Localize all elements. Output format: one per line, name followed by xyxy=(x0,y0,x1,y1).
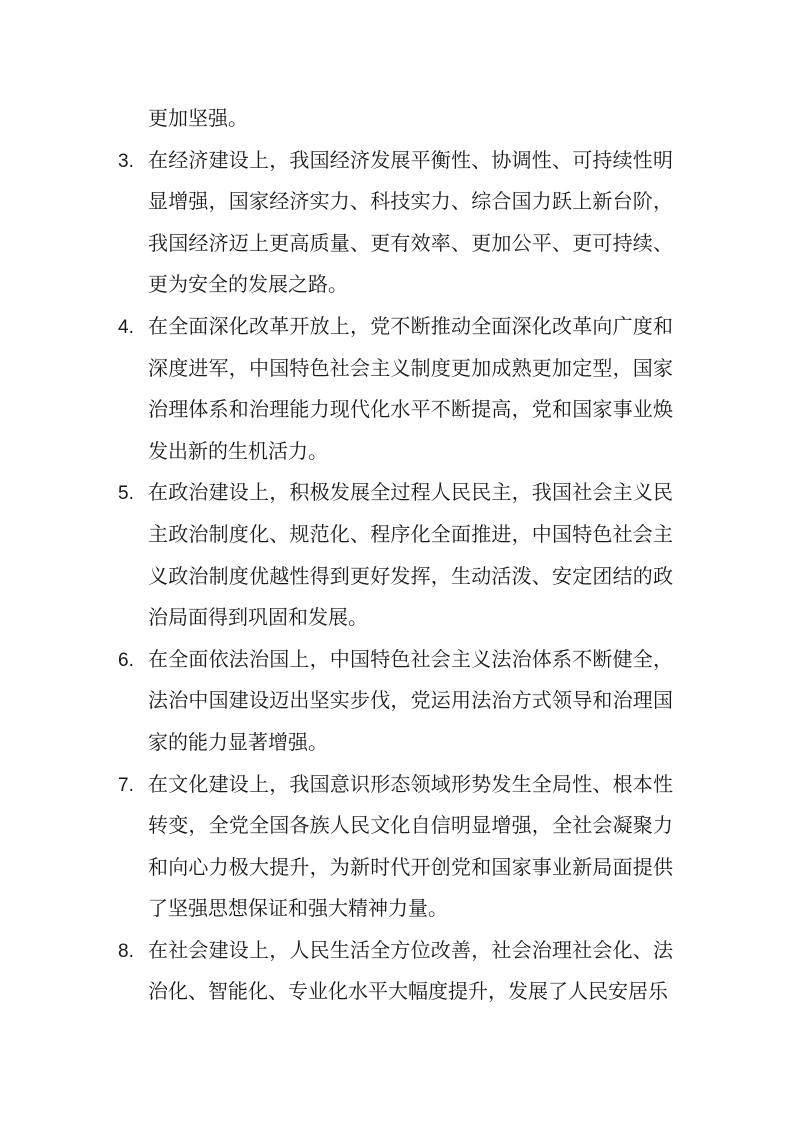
list-item-number: 3. xyxy=(118,150,134,172)
list-item-text: 在全面依法治国上，中国特色社会主义法治体系不断健全，法治中国建设迈出坚实步伐，党运用法治方式领导和治理国家的能力显著增强。 xyxy=(148,648,673,754)
paragraph-continuation: 更加坚强。 xyxy=(148,108,248,130)
document-content xyxy=(118,99,673,1014)
list-item xyxy=(118,640,673,765)
list-item xyxy=(118,473,673,639)
list-item xyxy=(118,931,673,1014)
list-item-text: 在经济建设上，我国经济发展平衡性、协调性、可持续性明显增强，国家经济实力、科技实力、综合国力跃上新台阶，我国经济迈上更高质量、更有效率、更加公平、更可持续、更为安全的发展之路。 xyxy=(148,149,673,297)
list-item xyxy=(118,765,673,931)
list-item xyxy=(118,307,673,473)
list-item-text: 在全面深化改革开放上，党不断推动全面深化改革向广度和深度进军，中国特色社会主义制度更加成熟更加定型，国家治理体系和治理能力现代化水平不断提高，党和国家事业焕发出新的生机活力。 xyxy=(148,315,673,463)
list-item-number: 4. xyxy=(118,316,134,338)
list-item-number: 5. xyxy=(118,483,134,505)
list-item-text: 在社会建设上，人民生活全方位改善，社会治理社会化、法治化、智能化、专业化水平大幅度提升，发展了人民安居乐 xyxy=(148,939,673,1004)
list-item-number: 7. xyxy=(118,774,134,796)
list-item-number: 8. xyxy=(118,940,134,962)
list-item-number: 6. xyxy=(118,649,134,671)
list-item-text: 在政治建设上，积极发展全过程人民民主，我国社会主义民主政治制度化、规范化、程序化全面推进，中国特色社会主义政治制度优越性得到更好发挥，生动活泼、安定团结的政治局面得到巩固和发展。 xyxy=(148,482,673,630)
list-item xyxy=(118,141,673,307)
list-item-text: 在文化建设上，我国意识形态领域形势发生全局性、根本性转变，全党全国各族人民文化自信明显增强，全社会凝聚力和向心力极大提升，为新时代开创党和国家事业新局面提供了坚强思想保证和强大精神力量。 xyxy=(148,773,673,921)
